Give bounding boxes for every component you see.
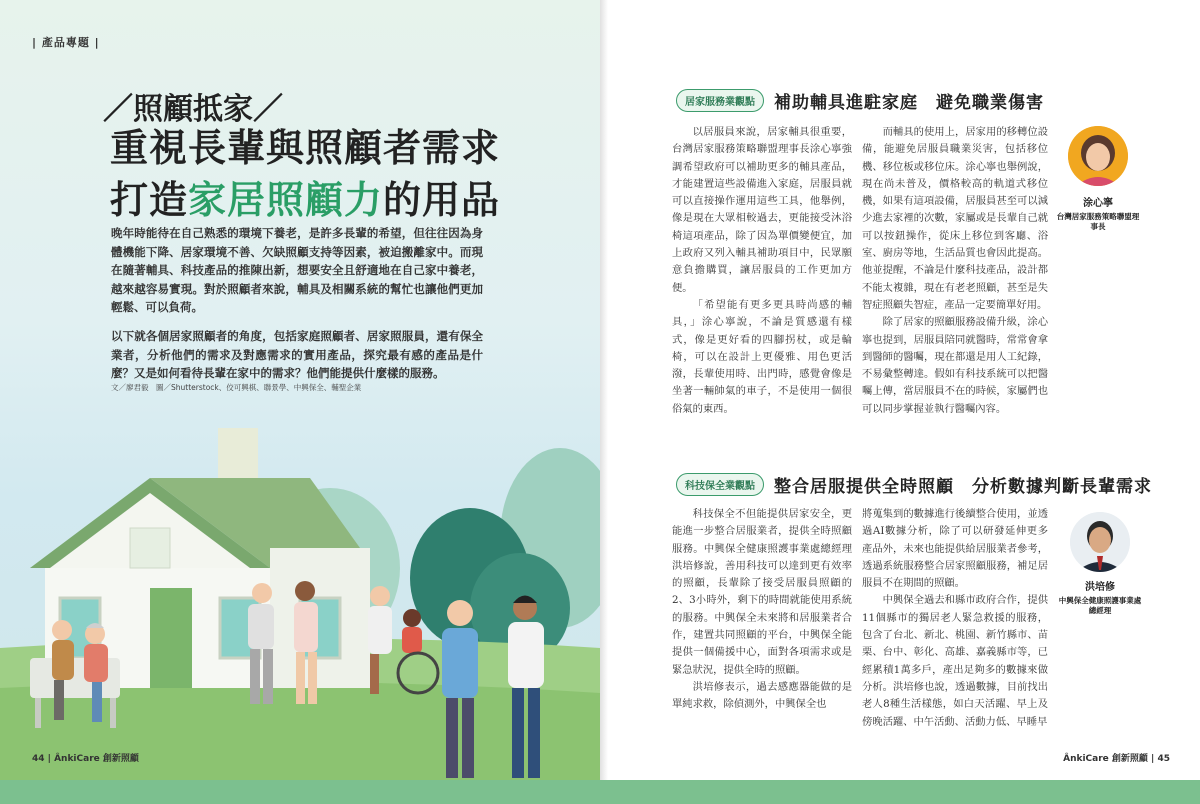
section1-col2-paragraph-1: 而輔具的使用上，居家用的移轉位設備，能避免居服員職業災害，包括移位機、移位板或移位床。涂心寧也舉例說，現在尚未普及，價格較高的軌道式移位機，如果有這項設備，居服員甚至可以減少進去家裡的次數，家屬或是長輩自己就可以按鈕操作，從床上移位到客廳、浴室、廚房等地，生活品質也會因此提高。他並提醒，不論是什麼科技產品，設計都不能太複雜，現在有老老照顧，甚至是失智症照顧失智症，產品一定要簡單好用。: [862, 126, 1048, 311]
section2-column-1: [672, 506, 852, 714]
section1-col1-paragraph-2: 「希望能有更多更具時尚感的輔具，」涂心寧說，不論是質感還有樣式，像是更好看的四腳拐杖，或是輪椅，可以在設計上更優雅、用色更活潑，長輩使用時、出門時，感覺會像是坐著一輛帥氣的車子，不是使用一個很俗氣的東西。: [672, 298, 852, 415]
section2-column-2: [862, 506, 1048, 731]
caption-hong-peixiu: [1058, 578, 1142, 616]
section2-title: 整合居服提供全時照顧 分析數據判斷長輩需求: [774, 477, 1152, 497]
intro: [111, 224, 483, 383]
section2-header: [676, 472, 1152, 497]
intro-paragraph-2: 以下就各個居家照顧者的角度，包括家庭照顧者、居家照服員，還有保全業者，分析他們的需求及對應需求的實用產品，探究最有感的產品是什麼？又是如何看待長輩在家中的需求？他們能提供什麼樣的服務。: [111, 328, 483, 381]
headline-line2-post: 的用品: [383, 177, 501, 222]
portrait-tu-xinning-image: [1068, 126, 1128, 186]
person-name: 涂心寧: [1083, 198, 1113, 209]
headline-line2-pre: 打造: [110, 177, 189, 222]
headline-highlight: 家居照顧力: [188, 177, 384, 222]
portrait-tu-xinning: [1068, 126, 1128, 186]
section2-col1-paragraph-1: 科技保全不但能提供居家安全，更能進一步整合居服業者，提供全時照顧服務。中興保全健康照護事業處總經理洪培修說，善用科技可以達到更有效率的照顧，長輩除了接受居服員照顧的2、3小時外，剩下的時間就能使用系統的服務。中興保全未來將和居服業者合作，建置共同照顧的平台，中興保全能提供一個備援中心，面對各項需求或是緊急狀況，提供全時的照顧。: [672, 508, 852, 676]
section2-col2-paragraph-1: 將蒐集到的數據進行後續整合使用，並透過AI數據分析，除了可以研發延伸更多產品外，未來也能提供給居服業者參考，透過系統服務整合居家照顧服務，補足居服員不在期間的照顧。: [862, 508, 1048, 590]
front-door: [150, 588, 192, 688]
headline-line1: 重視長輩與照顧者需求: [110, 125, 501, 170]
section1-pill: 居家服務業觀點: [676, 89, 764, 112]
caption-tu-xinning: [1055, 194, 1141, 232]
person-name: 洪培修: [1085, 582, 1115, 593]
section2-pill: 科技保全業觀點: [676, 473, 764, 496]
section2-col2-paragraph-2: 中興保全過去和縣市政府合作，提供11個縣市的獨居老人緊急救援的服務，包含了台北、新北、桃園、新竹縣市、苗栗、台中、彰化、高雄、嘉義縣市等，已經累積1萬多戶，產出足夠多的數據來做分析。洪培修也說，透過數據，目前找出老人8種生活樣態，如白天活躍、早上及傍晚活躍、中午活動、活動力低、早睡早: [862, 594, 1048, 728]
section1-header: [676, 88, 1044, 113]
section-tag: | 產品專題 |: [32, 36, 100, 49]
credit-line: 文／廖君毅 圖／Shutterstock、佼可興棋、聯景學、中興保全、輔聖企業: [111, 383, 362, 392]
attic-window: [130, 528, 170, 568]
intro-paragraph-1: 晚年時能待在自己熟悉的環境下養老，是許多長輩的希望，但往往因為身體機能下降、居家環境不善、欠缺照顧支持等因素，被迫搬離家中。而現在隨著輔具、科技產品的推陳出新，想要安全且舒適地在自己家中養老，越來越容易實現。對於照顧者來說，輔具及相關系統的幫忙也讓他們更加輕鬆、可以負荷。: [111, 226, 483, 315]
section1-title: 補助輔具進駐家庭 避免職業傷害: [774, 93, 1044, 113]
headline: [110, 122, 500, 226]
page-number-right: ÂnkiCare 創新照顧 | 45: [1063, 754, 1170, 764]
portrait-hong-peixiu-image: [1070, 512, 1130, 572]
section1-column-1: [672, 124, 852, 418]
home-care-illustration: [0, 398, 600, 804]
page-number-left: 44 | ÂnkiCare 創新照顧: [32, 754, 139, 764]
person-title: 台灣居家服務策略聯盟理事長: [1056, 212, 1140, 231]
right-page: [600, 0, 1200, 804]
section1-column-2: [862, 124, 1048, 418]
portrait-hong-peixiu: [1070, 512, 1130, 572]
person-title: 中興保全健康照護事業處總經理: [1058, 596, 1142, 615]
bottom-green-strip: [0, 780, 1200, 804]
section1-col2-paragraph-2: 除了居家的照顧服務設備升級，涂心寧也提到，居服員陪同就醫時，常常會拿到醫師的醫囑，現在都還是用人工紀錄，不易彙整轉達。假如有科技系統可以把醫囑上傳，當居服員不在的時候，家屬們也可以同步掌握並執行醫囑內容。: [862, 316, 1048, 415]
kicker: ／照顧抵家／: [103, 92, 283, 127]
bench-leg: [110, 698, 116, 728]
headline-line2: [110, 174, 500, 226]
bench-leg: [35, 698, 41, 728]
section1-col1-paragraph-1: 以居服員來說，居家輔具很重要，台灣居家服務策略聯盟理事長涂心寧強調希望政府可以補助更多的輔具產品，才能建置這些設備進入家庭，居服員就可以直接操作運用這些工具，他舉例，像是現在大眾相較過去，更能接受沐浴椅這項產品，除了因為單價變便宜，加上政府又列入輔具補助項目中，民眾願意負擔購買，讓居服員的工作更加方便。: [672, 126, 852, 294]
section2-col1-paragraph-2: 洪培修表示，過去感應器能做的是單純求救，除偵測外，中興保全也: [672, 680, 852, 711]
